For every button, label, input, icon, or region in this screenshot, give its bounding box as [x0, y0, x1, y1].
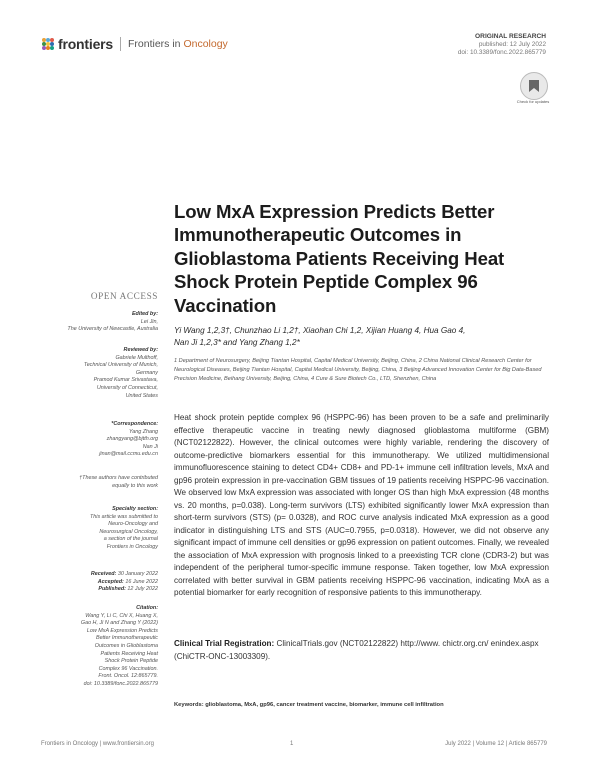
received-date: Received: 30 January 2022 [90, 571, 158, 577]
divider [120, 37, 121, 51]
article-title: Low MxA Expression Predicts Better Immunotherapeutic Outcomes in Glioblastoma Patients Receiving Heat Shock Protein Peptide Complex 96 Vaccination [174, 201, 505, 316]
frontiers-logo-icon [42, 38, 54, 50]
note-line: †These authors have contributed [79, 475, 158, 481]
check-updates-button[interactable] [520, 72, 548, 100]
footer-journal: Frontiers in Oncology | www.frontiersin.org [41, 741, 154, 747]
citation-line: Wang Y, Li C, Chi X, Huang X, [85, 612, 158, 619]
specialty-section [30, 506, 158, 552]
section-heading: Specialty section: [112, 506, 158, 512]
specialty-line: Frontiers in Oncology [106, 543, 158, 550]
article-meta [458, 33, 546, 57]
section-heading: *Correspondence: [111, 421, 158, 427]
affiliations: 1 Department of Neurosurgery, Beijing Tiantan Hospital, Capital Medical University, Beijing, China, 2 China National Clinical Research Center for Neurological Diseases, Beijing Tiantan Hospital, Capital Medical University, Beijing, China, 3 Beijing Advanced Innovation Center for Big Data-Based Precision Medicine, Beihang University, Beijing, China, 4 Cure & Sure Biotech Co., LTD, Shenzhen, China [174, 358, 542, 382]
trial-link[interactable]: ClinicalTrials.gov (NCT02122822) http://www. chictr.org.cn/ enindex.aspx (ChiCTR-ONC-13003309). [174, 639, 539, 661]
specialty-line: Neurosurgical Oncology, [99, 528, 158, 535]
correspondence-section [30, 421, 158, 459]
published-date-left: Published: 12 July 2022 [98, 586, 158, 593]
editor-line: The University of Newcastle, Australia [67, 326, 158, 333]
reviewer-line: United States [125, 392, 158, 399]
bookmark-icon [528, 79, 540, 93]
citation-line: Front. Oncol. 12:865779. [98, 673, 158, 680]
journal-name: Frontiers in Oncology [128, 38, 228, 50]
specialty-line: a section of the journal [103, 536, 158, 543]
footer-issue: July 2022 | Volume 12 | Article 865779 [445, 741, 547, 747]
citation-line: Outcomes in Glioblastoma [94, 642, 158, 649]
reviewer-line: Germany [135, 369, 158, 376]
article-type: ORIGINAL RESEARCH [475, 33, 546, 40]
check-updates-label: Check for updates [516, 99, 550, 104]
keywords-label: Keywords: [174, 702, 204, 708]
abstract [174, 412, 549, 600]
section-heading: Edited by: [131, 311, 158, 317]
citation-doi[interactable]: doi: 10.3389/fonc.2022.865779 [83, 680, 158, 687]
reviewed-by-section [30, 347, 158, 400]
journal-header [42, 36, 228, 52]
published-date: published: 12 July 2022 [478, 41, 546, 48]
corr-line: Nan Ji [142, 443, 158, 450]
section-heading: Reviewed by: [123, 347, 158, 353]
citation-line: Better Immunotherapeutic [95, 635, 158, 642]
article-doi: doi: 10.3389/fonc.2022.865779 [457, 49, 546, 56]
specialty-line: Neuro-Oncology and [108, 521, 158, 528]
edited-by-section [30, 311, 158, 334]
keywords-text: glioblastoma, MxA, gp96, cancer treatment vaccine, biomarker, immune cell infiltration [203, 702, 444, 708]
author-line: Nan Ji 1,2,3* and Yang Zhang 1,2* [174, 338, 300, 347]
citation-line: Patients Receiving Heat [100, 650, 158, 657]
citation-line: Low MxA Expression Predicts [86, 627, 158, 634]
author-line: Yi Wang 1,2,3†, Chunzhao Li 1,2†, Xiaohan Chi 1,2, Xijian Huang 4, Hua Gao 4, [174, 326, 466, 335]
reviewer-line: Technical University of Munich, [83, 362, 158, 369]
corr-email[interactable]: jinan@mail.ccmu.edu.cn [99, 451, 158, 458]
dates-section [30, 571, 158, 594]
keywords [174, 702, 552, 708]
specialty-line: This article was submitted to [89, 513, 158, 520]
citation-line: Complex 96 Vaccination. [98, 665, 158, 672]
reviewer-line: Pramod Kumar Srivastava, [93, 377, 158, 384]
section-heading: Citation: [136, 605, 158, 611]
note-line: equally to this work [112, 482, 158, 489]
editor-line: Lei Jin, [140, 318, 158, 325]
abstract-text: Heat shock protein peptide complex 96 (HSPPC-96) has been proven to be a safe and preliminarily effective therapeutic vaccine in treating newly diagnosed glioblastoma multiforme (GBM) (NCT02122822). However, the clinical outcomes were highly variable, rendering the discovery of outcome-predictive biomarkers essential for this immunotherapy. We utilized multidimensional immunofluorescence staining to detect CD4+ CD8+ and PD-1+ immune cell infiltration levels, MxA and gp96 protein expression in pre-vaccination GBM tissues of 19 patients receiving HSPPC-96 vaccination. We observed low MxA expression was associated with longer OS than high MxA expression (48 months vs. 20 months, p=0.038). Long-term survivors (LTS) exhibited significantly lower MxA expression than short-term survivors (STS) (p= 0.0328), and ROC curve analysis indicated MxA expression as a good indicator in distinguishing LTS and STS (AUC=0.7955, p=0.0318). However, we did not observe any significant impact of immune cell densities or gp96 expression on patient outcomes. Finally, we revealed the association of MxA expression with prognosis linked to a preexisting TCR clone (CDR3-2) but was independent of the peripheral tumor-specific immune response. Taken together, low MxA expression correlated with better survival in GBM patients receiving HSPPC-96 vaccination, indicating MxA as a potential biomarker for early recognition of responsive patients to this immunotherapy. [174, 413, 549, 597]
brand-name: frontiers [58, 36, 113, 52]
citation-line: Shock Protein Peptide [104, 658, 158, 665]
reviewer-line: Gabriele Multhoff, [115, 354, 158, 361]
corr-email[interactable]: zhangyang@bjtth.org [106, 436, 158, 443]
page-number: 1 [290, 741, 294, 747]
reviewer-line: University of Connecticut, [96, 384, 158, 391]
author-list [174, 325, 554, 349]
trial-label: Clinical Trial Registration: [174, 639, 275, 648]
open-access-label: OPEN ACCESS [90, 291, 158, 301]
corr-line: Yang Zhang [129, 428, 158, 435]
equal-contribution-note [30, 475, 158, 490]
trial-registration [174, 638, 549, 663]
citation-section [30, 605, 158, 689]
accepted-date: Accepted: 16 June 2022 [97, 578, 158, 585]
citation-line: Gao H, Ji N and Zhang Y (2022) [80, 620, 158, 627]
